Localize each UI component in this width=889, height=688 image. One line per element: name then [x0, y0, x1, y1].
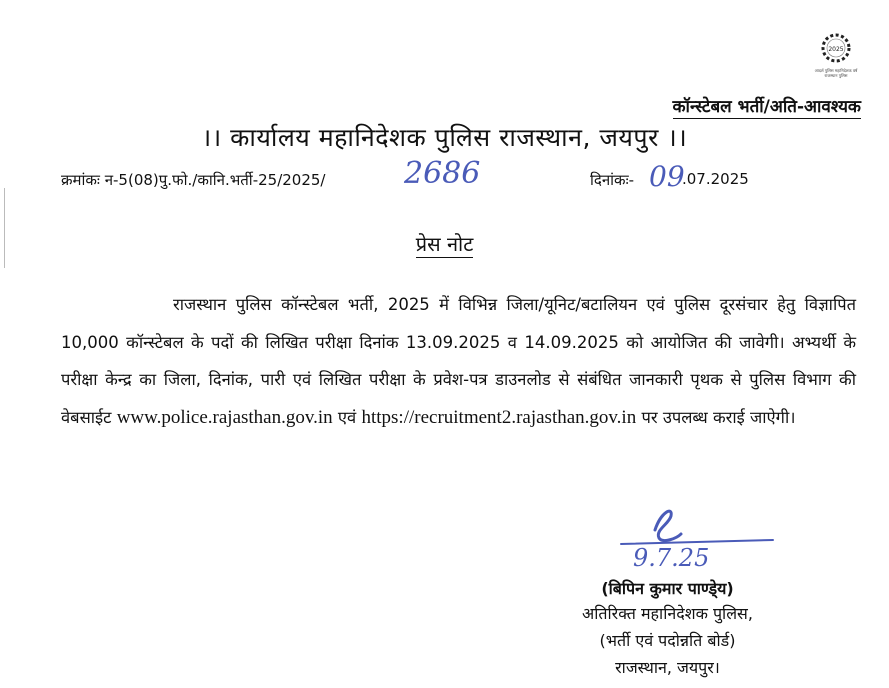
- handwritten-signature: [603, 500, 793, 570]
- signer-department: (भर्ती एवं पदोन्नति बोर्ड): [599, 631, 736, 650]
- body-text: एवं: [332, 407, 362, 427]
- body-text: पर उपलब्ध कराई जाऐगी।: [636, 407, 796, 427]
- press-note-title-text: प्रेस नोट: [415, 232, 474, 256]
- handwritten-date-day: 09: [649, 160, 685, 193]
- signature-date: 9.7.25: [633, 544, 710, 570]
- press-note-body: [61, 286, 856, 436]
- police-website-link[interactable]: www.police.rajasthan.gov.in: [116, 406, 333, 428]
- recruitment-website-link[interactable]: https://recruitment2.rajasthan.gov.in: [361, 406, 637, 428]
- press-note-title: [0, 230, 889, 257]
- logo-year: 2025: [828, 46, 844, 53]
- signer-place: राजस्थान, जयपुर।: [615, 658, 720, 677]
- date-month-year: .07.2025: [682, 170, 749, 188]
- signer-name: (बिपिन कुमार पाण्डे्य): [601, 579, 734, 598]
- office-title: ।। कार्यालय महानिदेशक पुलिस राजस्थान, जयपुर ।।: [201, 123, 688, 152]
- signer-designation: अतिरिक्त महानिदेशक पुलिस,: [582, 604, 753, 623]
- logo-text-line: आदर्श पुलिस महानिदेशक वर्ष: [814, 68, 858, 73]
- body-text: राजस्थान पुलिस कॉन्स्टेबल भर्ती, 2025 में विभिन्न जिला/यूनिट/बटालियन एवं पुलिस दूरसंचार हेतु विज्ञापित 10,000 कॉन्स्टेबल के पदों की लिखित परीक्षा दिनांक 13.09.2025 व 14.09.2025 को आयोजित की जावेगी। अभ्यर्थी के परीक्षा केन्द्र का जिला, दिनांक, पारी एवं लिखित परीक्षा के प्रवेश-पत्र डाउनलोड से संबंधित जानकारी पृथक से पुलिस विभाग की वेबसाईट: [61, 295, 856, 427]
- handwritten-reference-number: 2686: [404, 156, 481, 191]
- logo-text-line: राजस्थान पुलिस: [824, 73, 848, 78]
- header-label: कॉन्स्टेबल भर्ती/अति-आवश्यक: [673, 94, 862, 119]
- reference-prefix: क्रमांकः न-5(08)पु.फो./कानि.भर्ती-25/2025/: [61, 171, 326, 189]
- jubilee-logo: [808, 32, 864, 80]
- date-label: दिनांकः-: [590, 171, 635, 189]
